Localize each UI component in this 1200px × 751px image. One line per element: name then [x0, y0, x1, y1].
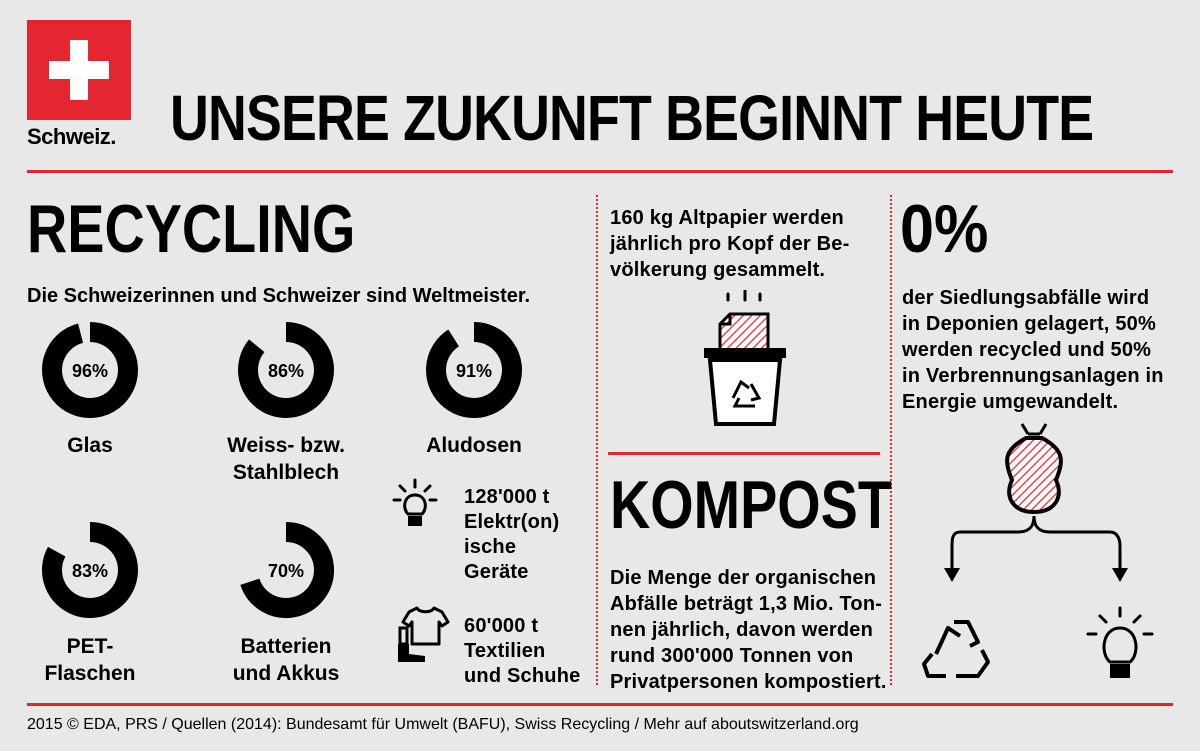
rate-label-aludosen: Aludosen	[426, 434, 522, 457]
donut-4	[250, 532, 324, 608]
lightbulb-icon	[392, 478, 438, 528]
footer-credits: 2015 © EDA, PRS / Quellen (2014): Bundesamt für Umwelt (BAFU), Swiss Recycling / Mehr auf aboutswitzerland.org	[27, 716, 859, 733]
brand-name: Schweiz.	[27, 124, 116, 149]
landfill-text: der Siedlungsabfälle wird in Deponien gelagert, 50% werden recycled und 50% in Verbrennungsanlagen in Energie umgewandelt.	[902, 287, 1164, 413]
recycle-icon	[924, 622, 988, 676]
recycling-intro: Die Schweizerinnen und Schweizer sind Weltmeister.	[27, 285, 531, 307]
energy-lightbulb-icon	[1088, 608, 1152, 678]
donut-3	[52, 532, 128, 608]
landfill-percentage: 0%	[900, 191, 989, 267]
donut-0	[52, 332, 128, 408]
page-title: UNSERE ZUKUNFT BEGINNT HEUTE	[170, 82, 1094, 154]
electronics-text: 128'000 t Elektr(on) ische Geräte	[464, 486, 560, 583]
clothing-icon	[395, 604, 450, 664]
kompost-title: KOMPOST	[610, 467, 892, 543]
donut-pct-0: 96%	[71, 361, 109, 381]
rate-label-pet: PET- Flaschen	[44, 635, 136, 685]
paper-text: 160 kg Altpapier werden jährlich pro Kopf der Be- völkerung gesammelt.	[610, 207, 850, 281]
rate-label-glas: Glas	[67, 434, 113, 457]
kompost-text: Die Menge der organischen Abfälle beträgt 1,3 Mio. Ton- nen jährlich, davon werden rund 300'000 Tonnen von Privatpersonen kompostiert.	[610, 567, 887, 693]
paper-divider	[608, 452, 880, 455]
recycling-title: RECYCLING	[27, 191, 356, 267]
column-divider-2	[890, 195, 892, 685]
column-divider-1	[596, 195, 598, 685]
garbage-bag-icon	[1007, 424, 1061, 512]
recycling-bin-icon	[700, 290, 790, 430]
donut-1	[248, 332, 324, 408]
footer-divider	[27, 703, 1173, 706]
rate-label-stahlblech: Weiss- bzw. Stahlblech	[227, 434, 345, 484]
donut-pct-4: 70%	[267, 561, 305, 581]
donut-pct-3: 83%	[71, 561, 109, 581]
donut-pct-2: 91%	[455, 361, 493, 381]
waste-flow-diagram	[900, 420, 1180, 690]
donut-pct-1: 86%	[267, 361, 305, 381]
donut-2	[436, 332, 512, 408]
textiles-text: 60'000 t Textilien und Schuhe	[464, 615, 581, 687]
rate-label-batterien: Batterien und Akkus	[232, 635, 340, 685]
